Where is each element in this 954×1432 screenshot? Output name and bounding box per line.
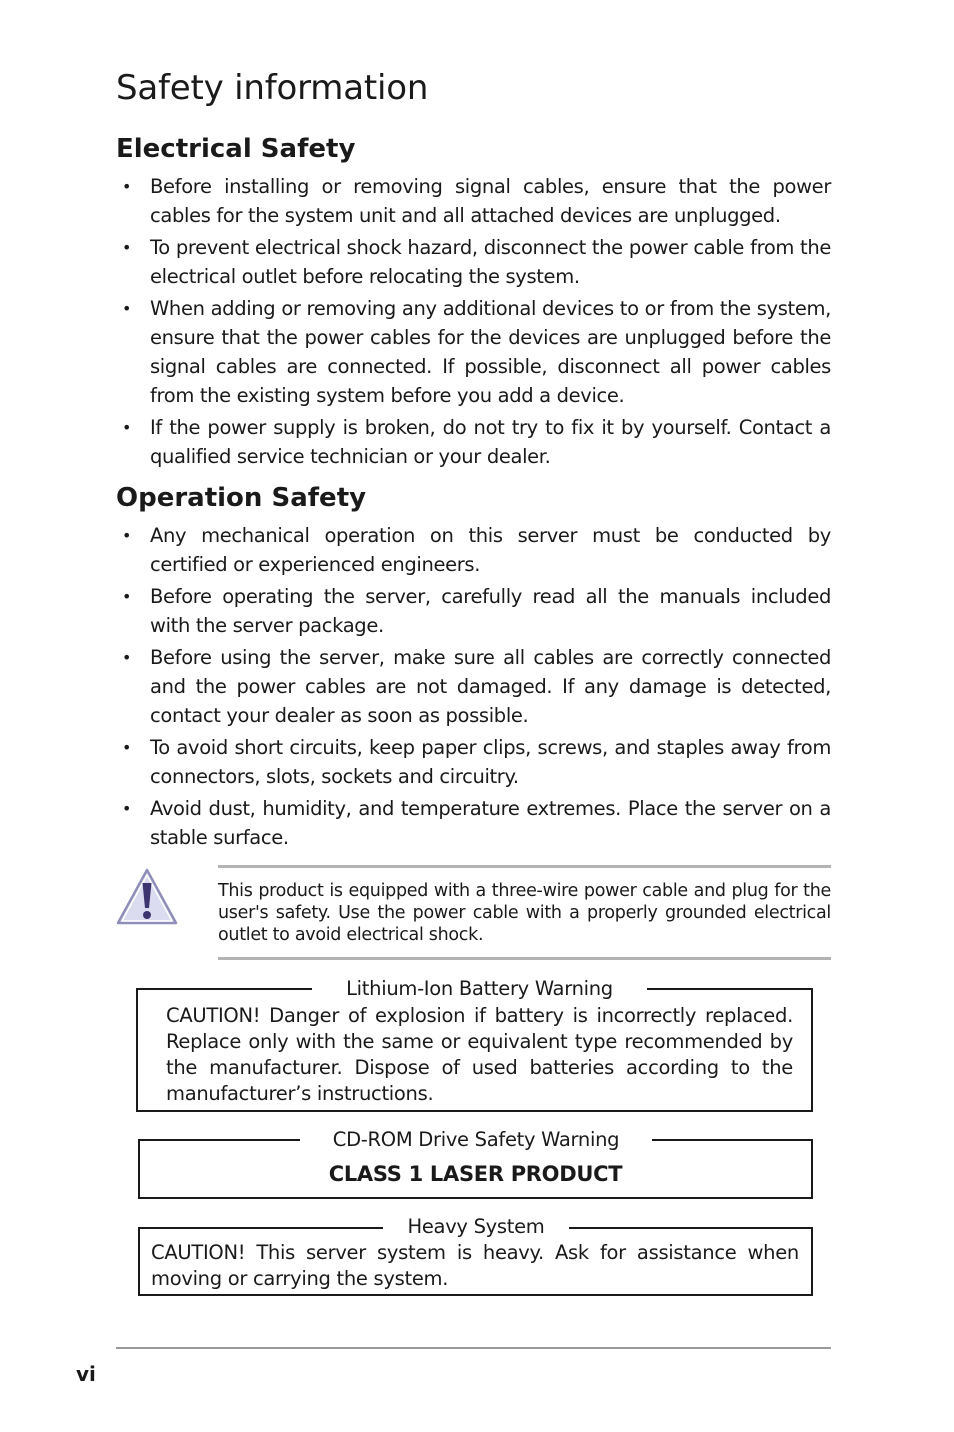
page-number: vi	[76, 1362, 96, 1386]
operation-safety-heading: Operation Safety	[116, 483, 367, 513]
heavy-system-text: CAUTION! This server system is heavy. Ask for assistance when moving or carrying the system.	[151, 1241, 799, 1290]
bullet-icon: •	[122, 587, 132, 606]
note-text: This product is equipped with a three-wire power cable and plug for the user's safety. Use the power cable with a properly grounded electrical outlet to avoid electrical shock.	[218, 881, 831, 945]
list-item	[116, 521, 831, 579]
list-item-text: When adding or removing any additional devices to or from the system, ensure that the power cables for the devices are unplugged before the signal cables are connected. If possible, disconnect all power cables from the existing system before you add a device.	[150, 297, 831, 407]
list-item-text: Before installing or removing signal cables, ensure that the power cables for the system unit and all attached devices are unplugged.	[150, 175, 831, 227]
bullet-icon: •	[122, 799, 132, 818]
bullet-icon: •	[122, 526, 132, 545]
operation-safety-list	[116, 521, 831, 855]
battery-warning-text: CAUTION! Danger of explosion if battery is incorrectly replaced. Replace only with the same or equivalent type recommended by the manufacturer. Dispose of used batteries according to the manufacturer’s instructions.	[166, 1004, 793, 1105]
list-item	[116, 233, 831, 291]
cdrom-warning-text: CLASS 1 LASER PRODUCT	[328, 1162, 623, 1186]
electrical-safety-list	[116, 172, 831, 474]
cdrom-warning-title: CD-ROM Drive Safety Warning	[300, 1127, 652, 1153]
list-item	[116, 582, 831, 640]
note-bottom-rule	[218, 957, 831, 960]
bullet-icon: •	[122, 418, 132, 437]
list-item-text: Any mechanical operation on this server must be conducted by certified or experienced engineers.	[150, 524, 831, 576]
list-item	[116, 294, 831, 410]
list-item	[116, 413, 831, 471]
list-item-text: Before operating the server, carefully read all the manuals included with the server package.	[150, 585, 831, 637]
bullet-icon: •	[122, 299, 132, 318]
list-item-text: If the power supply is broken, do not try to fix it by yourself. Contact a qualified service technician or your dealer.	[150, 416, 831, 468]
list-item	[116, 733, 831, 791]
page-title: Safety information	[116, 68, 429, 108]
list-item	[116, 172, 831, 230]
note-top-rule	[218, 865, 831, 868]
bullet-icon: •	[122, 648, 132, 667]
battery-warning-title: Lithium-Ion Battery Warning	[312, 976, 647, 1002]
bullet-icon: •	[122, 177, 132, 196]
list-item-text: Before using the server, make sure all cables are correctly connected and the power cables are not damaged. If any damage is detected, contact your dealer as soon as possible.	[150, 646, 831, 727]
bullet-icon: •	[122, 738, 132, 757]
electrical-safety-heading: Electrical Safety	[116, 134, 356, 164]
warning-triangle-icon	[114, 866, 180, 928]
list-item	[116, 794, 831, 852]
heavy-system-title: Heavy System	[383, 1214, 569, 1240]
footer-rule	[116, 1347, 831, 1349]
list-item	[116, 643, 831, 730]
bullet-icon: •	[122, 238, 132, 257]
list-item-text: Avoid dust, humidity, and temperature extremes. Place the server on a stable surface.	[150, 797, 831, 849]
list-item-text: To prevent electrical shock hazard, disconnect the power cable from the electrical outlet before relocating the system.	[150, 236, 831, 288]
list-item-text: To avoid short circuits, keep paper clips, screws, and staples away from connectors, slots, sockets and circuitry.	[150, 736, 831, 788]
